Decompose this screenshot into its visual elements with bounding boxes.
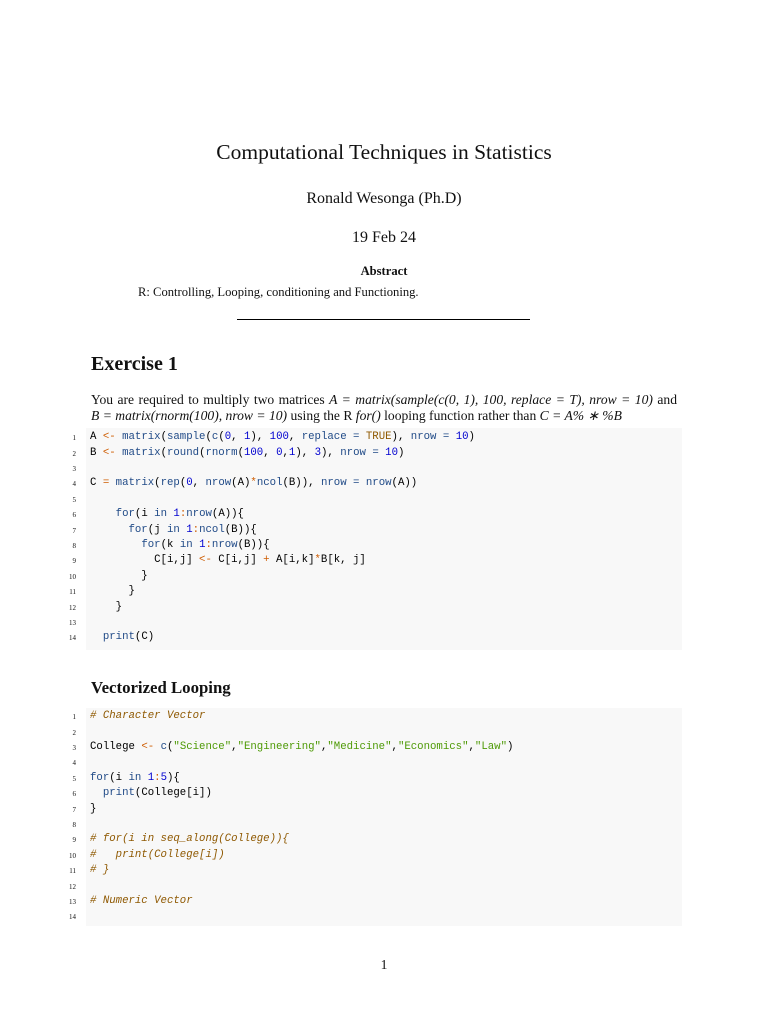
code-token-highlighted: nrow = (410, 431, 450, 444)
code-text (90, 523, 257, 538)
code-text (90, 848, 225, 863)
code-token-highlighted: ncol (256, 477, 283, 490)
code-token: (A) (231, 477, 251, 490)
code-token-highlighted: 1 (199, 539, 206, 552)
code-text (90, 538, 270, 553)
code-token-highlighted: nrow (211, 539, 238, 552)
code-text (90, 446, 404, 461)
code-token-highlighted: for (128, 523, 148, 536)
code-line (0, 817, 768, 832)
code-token-highlighted: 0 (224, 431, 232, 444)
code-line (0, 476, 768, 491)
code-token-highlighted: 1 (243, 431, 251, 444)
code-token: ( (199, 446, 206, 459)
code-token-highlighted: # Character Vector (90, 710, 206, 723)
code-token: B (90, 446, 103, 459)
text-run: You are required to multiply two matrices (91, 392, 330, 407)
code-token-highlighted: "Law" (474, 741, 507, 754)
line-number: 2 (72, 449, 76, 458)
code-line (0, 523, 768, 538)
code-line (0, 461, 768, 476)
author-name: Ronald Wesonga (Ph.D) (306, 190, 462, 207)
line-number: 6 (72, 511, 76, 520)
code-line (0, 909, 768, 924)
code-token-highlighted: 100 (243, 446, 264, 459)
code-token: ) (507, 741, 514, 754)
code-token-highlighted: # } (90, 864, 110, 877)
code-token: (A)) (391, 477, 418, 490)
line-number: 5 (72, 495, 76, 504)
code-token-highlighted: sample (166, 431, 206, 444)
code-token-highlighted: in (166, 523, 180, 536)
code-token-highlighted: <- (141, 741, 155, 754)
code-token-highlighted: c (160, 741, 167, 754)
code-text (90, 894, 193, 909)
code-token-highlighted: "Engineering" (237, 741, 321, 754)
line-number: 5 (72, 774, 76, 783)
code-token (90, 539, 141, 551)
code-token-highlighted: : (205, 539, 212, 552)
italic-run: A = matrix(sample(c(0, 1), 100, replace = T), nrow = 10) (329, 392, 653, 407)
code-token-highlighted: nrow (186, 508, 212, 521)
code-line (0, 740, 768, 755)
code-token: ( (154, 477, 161, 490)
code-token: ) (468, 431, 475, 444)
code-token-highlighted: 1 (173, 508, 180, 521)
code-token (90, 787, 103, 799)
code-token-highlighted: 10 (455, 431, 469, 444)
code-token: , (231, 741, 238, 754)
line-number: 12 (69, 603, 76, 612)
code-text (90, 740, 513, 755)
section-heading-exercise-1: Exercise 1 (91, 353, 178, 375)
code-token: (C) (134, 631, 155, 644)
code-token: B[k, j] (320, 554, 366, 567)
code-token: , (192, 477, 206, 490)
code-token-highlighted: : (154, 771, 161, 784)
line-number: 13 (69, 897, 76, 906)
code-token: (College[i]) (134, 787, 212, 800)
code-token: } (90, 585, 135, 598)
code-token: ){ (167, 771, 180, 784)
line-number: 4 (72, 759, 76, 768)
code-token: , (231, 431, 244, 444)
code-line (0, 600, 768, 615)
code-token: C[i,j] (90, 554, 200, 567)
code-line (0, 569, 768, 584)
line-number: 11 (69, 867, 76, 876)
code-token (90, 508, 116, 520)
paragraph-line (91, 408, 677, 424)
code-token-highlighted: ncol (199, 523, 225, 536)
code-token: , (263, 446, 277, 459)
code-token: (j (147, 523, 167, 536)
code-token: ( (205, 431, 212, 444)
code-token (90, 631, 103, 643)
code-token-highlighted: 5 (160, 771, 168, 784)
code-token-highlighted: 1 (186, 523, 193, 536)
code-text (90, 709, 205, 724)
document-title: Computational Techniques in Statistics (216, 140, 552, 164)
line-number: 1 (72, 434, 76, 443)
code-text (90, 832, 289, 847)
code-token: (i (109, 771, 129, 784)
code-text (90, 600, 122, 615)
code-token: ( (160, 446, 167, 459)
code-token-highlighted: rep (160, 477, 180, 490)
italic-run: C = A% ∗ %B (539, 408, 622, 423)
code-text (90, 802, 96, 817)
code-line (0, 894, 768, 909)
line-number: 7 (72, 526, 76, 535)
code-token: , (468, 741, 475, 754)
code-token: ), (391, 431, 411, 444)
code-token: College (90, 741, 142, 754)
code-line (0, 879, 768, 894)
code-token-highlighted: print (102, 631, 135, 644)
code-token-highlighted: 100 (269, 431, 289, 444)
code-token: ), (295, 446, 315, 459)
code-token-highlighted: : (179, 508, 187, 521)
line-number: 8 (72, 542, 76, 551)
code-token-highlighted: 1 (288, 446, 296, 459)
code-token: ) (397, 446, 405, 459)
code-line (0, 538, 768, 553)
code-token-highlighted: matrix (122, 431, 161, 444)
code-token: (A)){ (211, 508, 244, 521)
line-number: 7 (72, 805, 76, 814)
code-token-highlighted: 1 (147, 771, 155, 784)
code-token: A[i,k] (269, 554, 315, 567)
code-token: C[i,j] (211, 554, 264, 567)
code-token-highlighted: nrow = (340, 446, 379, 459)
code-token: ), (321, 446, 341, 459)
code-line (0, 446, 768, 461)
code-text (90, 771, 180, 786)
line-number: 10 (69, 851, 76, 860)
code-token: (B)){ (224, 523, 257, 536)
code-token-highlighted: for (90, 771, 110, 784)
code-token: ( (179, 477, 187, 490)
code-block-vectorized-looping (0, 708, 768, 926)
code-token-highlighted: in (154, 508, 167, 521)
code-line (0, 832, 768, 847)
abstract-text: R: Controlling, Looping, conditioning and Functioning. (138, 285, 419, 299)
code-line (0, 771, 768, 786)
code-token-highlighted: 0 (186, 477, 193, 490)
code-token-highlighted: nrow (205, 477, 232, 490)
code-token-highlighted: <- (199, 554, 212, 567)
code-token (90, 524, 128, 536)
line-number: 10 (69, 572, 76, 581)
code-line (0, 725, 768, 740)
code-line (0, 584, 768, 599)
code-token-highlighted: replace = (301, 431, 360, 444)
code-text (90, 863, 109, 878)
code-token-highlighted: rnorm (205, 446, 238, 459)
line-number: 3 (72, 744, 76, 753)
text-run: looping function rather than (380, 408, 540, 423)
title-divider-rule (237, 319, 530, 320)
code-token: ( (218, 431, 225, 444)
line-number: 12 (69, 882, 76, 891)
text-run: using the R (287, 408, 356, 423)
code-token: (k (160, 539, 180, 552)
line-number: 1 (72, 713, 76, 722)
line-number: 9 (72, 836, 76, 845)
italic-run: for() (355, 408, 381, 423)
code-token-highlighted: # print(College[i]) (90, 848, 225, 861)
code-token: , (320, 741, 328, 754)
code-text (90, 507, 244, 522)
code-line (0, 755, 768, 770)
line-number: 8 (72, 821, 76, 830)
code-line (0, 863, 768, 878)
code-token: } (90, 802, 97, 815)
line-number: 11 (69, 588, 76, 597)
code-token: ( (237, 446, 244, 459)
code-token-highlighted: "Medicine" (327, 741, 392, 754)
code-token-highlighted: in (179, 539, 193, 552)
code-token-highlighted: print (102, 787, 135, 800)
code-token-highlighted: 0 (276, 446, 283, 459)
code-text (90, 430, 475, 445)
line-number: 14 (69, 913, 76, 922)
code-token-highlighted: nrow = (320, 477, 360, 490)
document-date: 19 Feb 24 (352, 229, 416, 246)
code-token-highlighted: nrow (365, 477, 392, 490)
code-token-highlighted: <- (102, 446, 116, 459)
code-token-highlighted: in (128, 771, 142, 784)
line-number: 3 (72, 465, 76, 474)
code-token-highlighted: * (314, 554, 321, 567)
code-line (0, 630, 768, 645)
code-token: } (90, 569, 148, 582)
paragraph-line (91, 392, 677, 408)
code-token-highlighted: # Numeric Vector (90, 894, 193, 907)
line-number: 14 (69, 634, 76, 643)
code-token-highlighted: matrix (122, 446, 161, 459)
code-lines (0, 709, 768, 924)
code-token-highlighted: for (115, 508, 135, 521)
code-token: , (288, 431, 302, 444)
page-number: 1 (380, 957, 388, 972)
line-number: 2 (72, 728, 76, 737)
code-text (90, 786, 212, 801)
line-number: 4 (72, 480, 76, 489)
code-token-highlighted: 3 (314, 446, 321, 459)
code-token: , (391, 741, 398, 754)
code-text (90, 584, 135, 599)
code-token-highlighted: <- (102, 431, 116, 444)
italic-run: B = matrix(rnorm(100), nrow = 10) (91, 408, 288, 423)
code-token: ( (166, 741, 174, 754)
code-text (90, 476, 417, 491)
abstract-heading: Abstract (360, 264, 408, 278)
code-token: (B)), (282, 477, 321, 490)
code-block-matrix-multiplication (0, 428, 768, 650)
code-token-highlighted: 10 (385, 446, 398, 459)
code-token-highlighted: "Science" (173, 741, 232, 754)
code-token-highlighted: matrix (115, 477, 155, 490)
code-token-highlighted: TRUE (365, 431, 392, 444)
code-token-highlighted: c (211, 431, 219, 444)
code-line (0, 492, 768, 507)
code-line (0, 507, 768, 522)
code-line (0, 430, 768, 445)
code-token: A (90, 431, 103, 444)
code-token: C (90, 477, 103, 490)
code-line (0, 709, 768, 724)
code-line (0, 802, 768, 817)
subsection-heading-vectorized-looping: Vectorized Looping (91, 678, 231, 697)
code-token-highlighted: # for(i in seq_along(College)){ (90, 833, 289, 846)
code-token-highlighted: round (166, 446, 200, 459)
code-line (0, 615, 768, 630)
code-token-highlighted: + (263, 554, 270, 567)
code-token-highlighted: : (192, 523, 200, 536)
code-token: ), (250, 431, 270, 444)
code-token: (B)){ (237, 539, 270, 552)
code-line (0, 848, 768, 863)
code-token: } (90, 600, 123, 613)
code-text (90, 630, 154, 645)
code-token-highlighted: for (141, 539, 161, 552)
line-number: 13 (69, 618, 76, 627)
code-line (0, 553, 768, 568)
code-token-highlighted: "Economics" (397, 741, 469, 754)
code-token: ( (160, 431, 167, 444)
line-number: 6 (72, 790, 76, 799)
code-text (90, 569, 148, 584)
text-run: and (652, 392, 677, 407)
code-text (90, 553, 366, 568)
code-lines (0, 430, 768, 645)
code-line (0, 786, 768, 801)
code-token-highlighted: * (250, 477, 257, 490)
code-token: (i (134, 508, 155, 521)
code-token: , (282, 446, 289, 459)
code-token-highlighted: = (102, 477, 110, 490)
line-number: 9 (72, 557, 76, 566)
